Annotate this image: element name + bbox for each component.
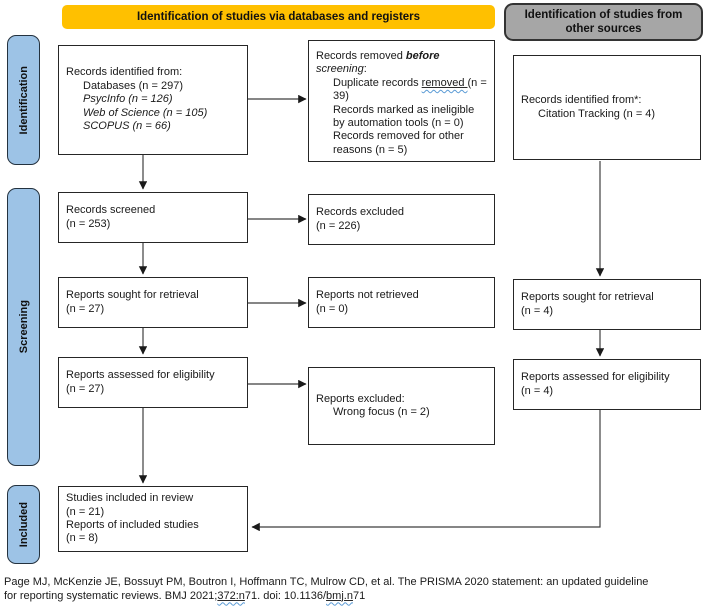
box-studies-included xyxy=(58,486,248,552)
box-line: Reports assessed for eligibility xyxy=(521,371,670,384)
underlined-text xyxy=(422,77,468,89)
box-line: Records identified from*: xyxy=(521,94,642,107)
box-line: (n = 253) xyxy=(66,217,111,230)
text-part: for reporting systematic reviews. BMJ 2021; xyxy=(4,589,218,602)
box-line: Databases (n = 297) xyxy=(83,79,183,92)
text-part: Duplicate records xyxy=(333,76,422,89)
box-line: Records removed for other reasons (n = 5) xyxy=(333,130,464,156)
box-line: (n = 226) xyxy=(316,219,361,232)
box-line: Reports sought for retrieval xyxy=(521,291,654,304)
box-line: (n = 27) xyxy=(66,302,105,315)
box-records-screened xyxy=(58,192,248,243)
text-part: Records removed xyxy=(316,50,406,62)
box-line: Records excluded xyxy=(316,206,405,219)
citation-footer xyxy=(4,576,706,603)
header-other-line2: other sources xyxy=(565,23,642,35)
box-line: (n = 0) xyxy=(316,302,349,315)
citation-line1: Page MJ, McKenzie JE, Bossuyt PM, Boutron I, Hoffmann TC, Mulrow CD, et al. The PRISMA 2020 statement: an updated guideline xyxy=(4,576,649,588)
citation-line2 xyxy=(4,590,706,604)
box-line: Reports assessed for eligibility xyxy=(66,369,215,382)
box-records-identified xyxy=(58,45,248,155)
phase-screening-label: Screening xyxy=(17,300,30,354)
box-line: Web of Science (n = 105) xyxy=(83,106,208,119)
text-part: 372:n xyxy=(217,589,245,602)
text-part: bmj.n xyxy=(326,589,353,602)
header-other-line1: Identification of studies from xyxy=(524,9,683,21)
underlined-text xyxy=(217,590,245,602)
text-part: screening xyxy=(316,63,364,76)
box-line: Studies included in review xyxy=(66,492,194,505)
phase-included-label: Included xyxy=(17,501,30,548)
phase-screening xyxy=(7,188,40,466)
box-reports-excluded xyxy=(308,367,495,445)
box-line: (n = 21) xyxy=(66,505,105,518)
phase-included xyxy=(7,485,40,564)
box-line: (n = 4) xyxy=(521,304,554,317)
box-line: Reports sought for retrieval xyxy=(66,289,199,302)
header-databases-label: Identification of studies via databases and registers xyxy=(136,11,421,23)
box-line: SCOPUS (n = 66) xyxy=(83,120,171,133)
box-line: Reports of included studies xyxy=(66,519,199,531)
underlined-text xyxy=(326,590,353,602)
box-line: Reports not retrieved xyxy=(316,289,419,302)
box-line: Reports excluded: xyxy=(316,392,405,405)
box-line xyxy=(316,50,487,77)
box-records-excluded xyxy=(308,194,495,245)
box-line: PsycInfo (n = 126) xyxy=(83,93,173,106)
box-line: (n = 4) xyxy=(521,384,554,397)
box-reports-assessed xyxy=(58,357,248,408)
box-reports-sought xyxy=(58,277,248,328)
box-line: Citation Tracking (n = 4) xyxy=(538,107,656,120)
box-reports-not-retrieved xyxy=(308,277,495,328)
text-part: : xyxy=(363,63,367,76)
text-part: (n = 39) xyxy=(333,76,487,103)
phase-identification xyxy=(7,35,40,165)
box-line: Records identified from: xyxy=(66,66,183,79)
header-other-sources xyxy=(504,3,703,41)
text-part: 71 xyxy=(352,589,366,602)
header-other-label xyxy=(525,8,683,36)
box-line: Wrong focus (n = 2) xyxy=(333,406,430,418)
box-line: (n = 8) xyxy=(66,532,99,545)
box-line xyxy=(316,77,487,104)
box-line: Records marked as ineligible by automation tools (n = 0) xyxy=(333,103,475,130)
box-records-removed xyxy=(308,40,495,162)
text-part: before xyxy=(405,50,440,62)
box-line: (n = 27) xyxy=(66,382,105,395)
header-databases-registers xyxy=(62,5,495,29)
box-line: Records screened xyxy=(66,204,156,217)
box-other-sought xyxy=(513,279,701,330)
box-other-identified xyxy=(513,55,701,160)
text-part: removed xyxy=(421,76,468,89)
text-part: 71. doi: 10.1136/ xyxy=(244,589,327,602)
phase-identification-label: Identification xyxy=(17,65,30,135)
box-other-assessed xyxy=(513,359,701,410)
